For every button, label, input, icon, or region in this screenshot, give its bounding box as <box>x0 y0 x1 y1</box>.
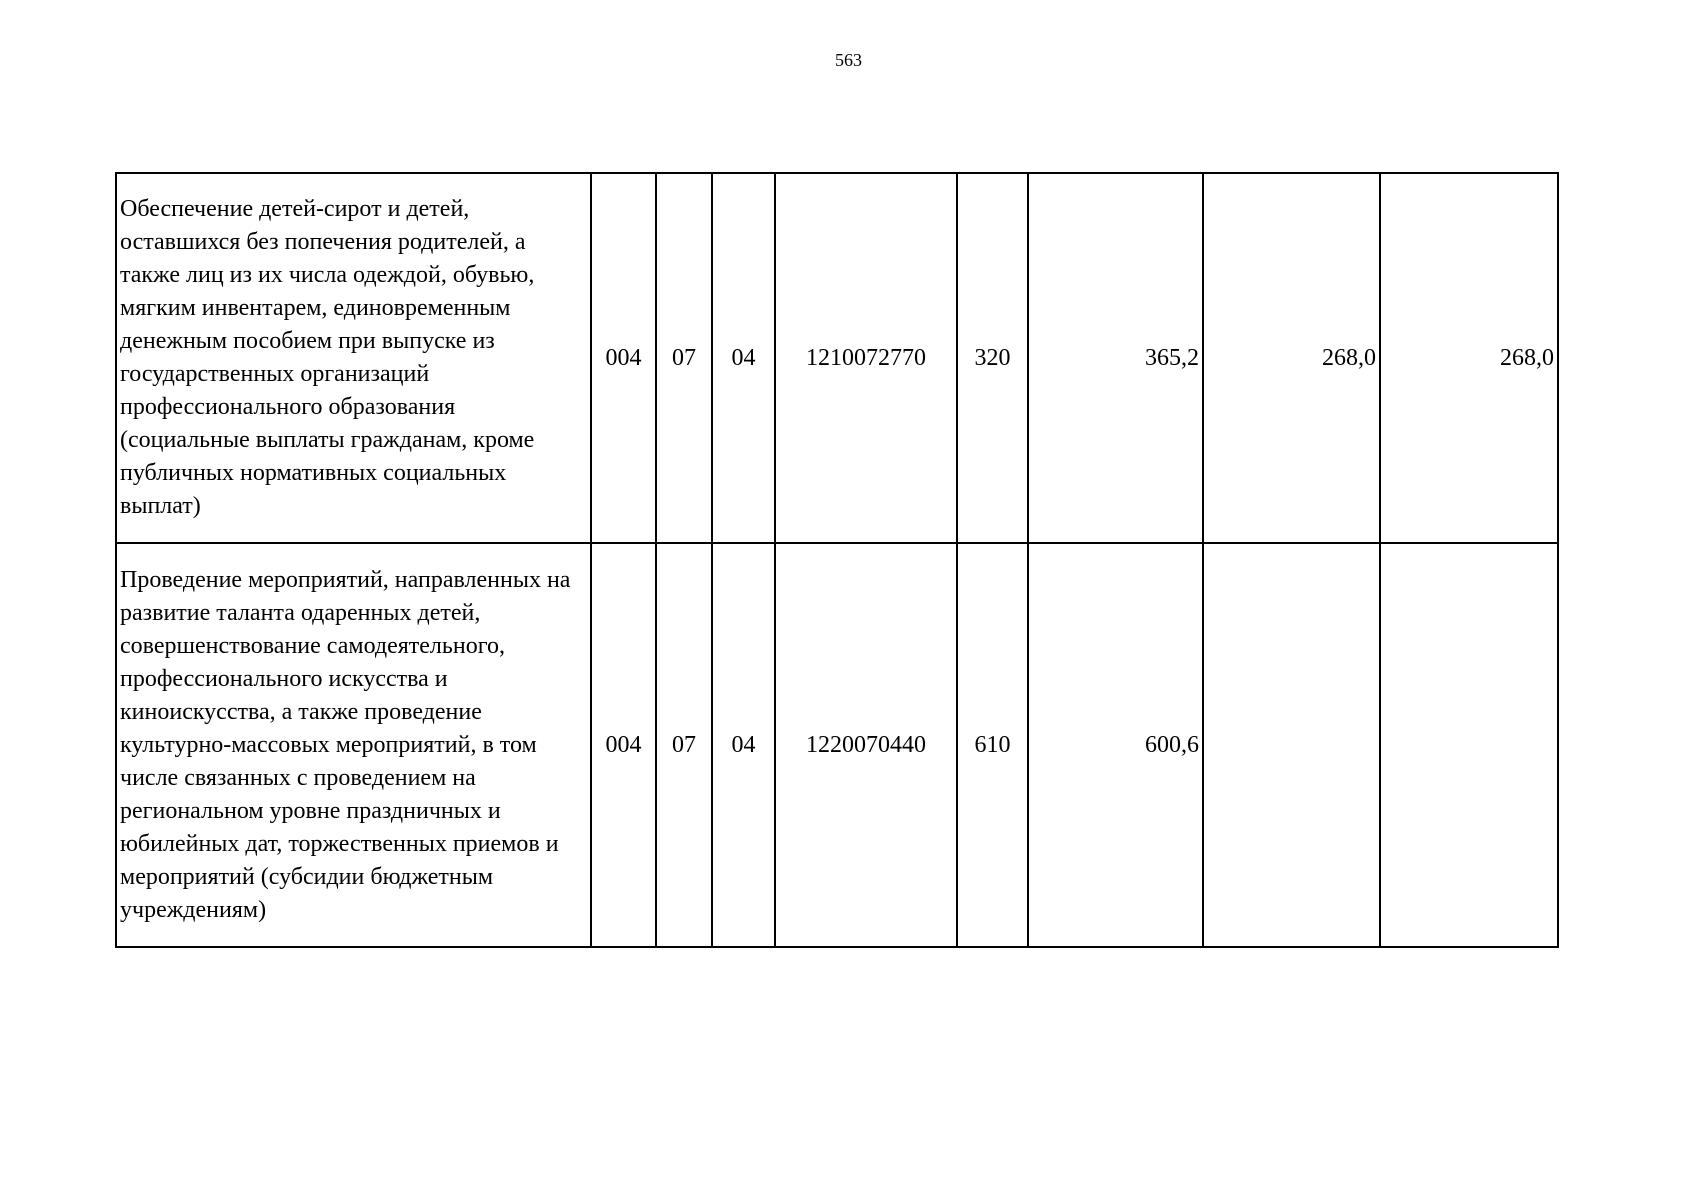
subsection-code: 04 <box>712 173 775 543</box>
table-row <box>116 543 1558 947</box>
amount-3: 268,0 <box>1380 173 1558 543</box>
page-number: 563 <box>835 50 862 70</box>
expense-type-code: 320 <box>957 173 1028 543</box>
ministry-code: 004 <box>591 543 656 947</box>
amount-1: 365,2 <box>1028 173 1203 543</box>
amount-2: 268,0 <box>1203 173 1380 543</box>
budget-table <box>115 172 1559 948</box>
ministry-code: 004 <box>591 173 656 543</box>
amount-3 <box>1380 543 1558 947</box>
section-code: 07 <box>656 173 712 543</box>
expense-type-code: 610 <box>957 543 1028 947</box>
row-description: Проведение мероприятий, направленных на развитие таланта одаренных детей, совершенствование самодеятельного, профессионального искусства и киноискусства, а также проведение культурно-массовых мероприятий, в том числе связанных с проведением на региональном уровне праздничных и юбилейных дат, торжественных приемов и мероприятий (субсидии бюджетным учреждениям) <box>116 543 591 947</box>
section-code: 07 <box>656 543 712 947</box>
amount-2 <box>1203 543 1380 947</box>
amount-1: 600,6 <box>1028 543 1203 947</box>
target-article-code: 1210072770 <box>775 173 957 543</box>
table-row <box>116 173 1558 543</box>
row-description: Обеспечение детей-сирот и детей, оставшихся без попечения родителей, а также лиц из их числа одеждой, обувью, мягким инвентарем, единовременным денежным пособием при выпуске из государственных организаций профессионального образования (социальные выплаты гражданам, кроме публичных нормативных социальных выплат) <box>116 173 591 543</box>
target-article-code: 1220070440 <box>775 543 957 947</box>
subsection-code: 04 <box>712 543 775 947</box>
